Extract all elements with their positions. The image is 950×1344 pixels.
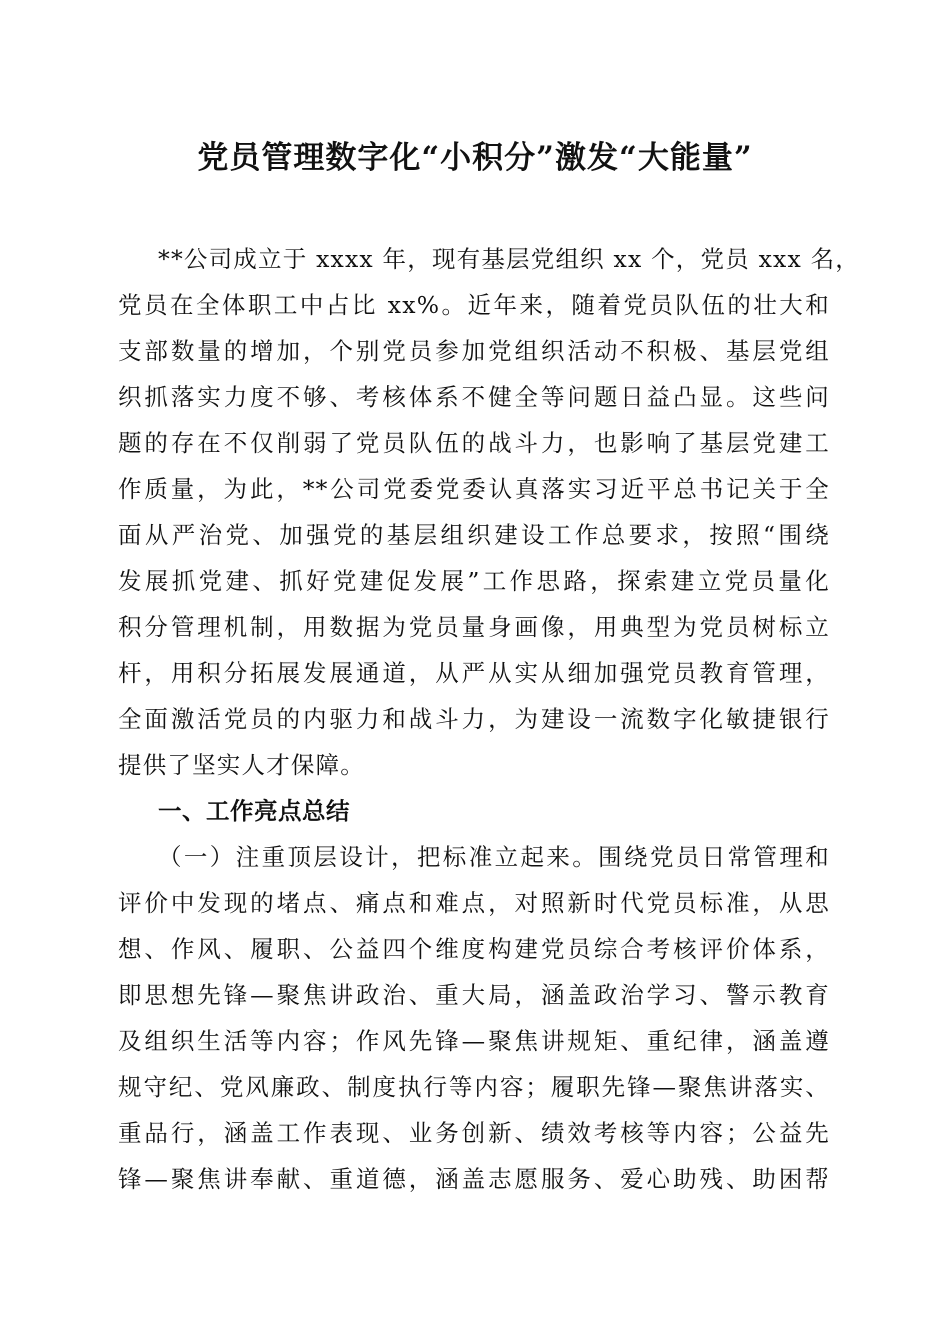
paragraph-line: 评价中发现的堵点、痛点和难点，对照新时代党员标准，从思 bbox=[118, 889, 830, 917]
paragraph-line: 面从严治党、加强党的基层组织建设工作总要求，按照“围绕 bbox=[118, 521, 830, 549]
paragraph-line: 积分管理机制，用数据为党员量身画像，用典型为党员树标立 bbox=[118, 613, 830, 641]
paragraph-line: 锋—聚焦讲奉献、重道德，涵盖志愿服务、爱心助残、助困帮 bbox=[118, 1165, 830, 1193]
paragraph-line: 杆，用积分拓展发展通道，从严从实从细加强党员教育管理， bbox=[118, 659, 830, 687]
paragraph-line: 提供了坚实人才保障。 bbox=[118, 751, 365, 779]
paragraph-line: 规守纪、党风廉政、制度执行等内容；履职先锋—聚焦讲落实、 bbox=[118, 1073, 830, 1101]
paragraph-line: 支部数量的增加，个别党员参加党组织活动不积极、基层党组 bbox=[118, 337, 830, 365]
paragraph-line: 作质量，为此，**公司党委党委认真落实习近平总书记关于全 bbox=[118, 475, 830, 503]
paragraph-line: 党员在全体职工中占比 xx%。近年来，随着党员队伍的壮大和 bbox=[118, 291, 830, 319]
document-body bbox=[118, 236, 860, 1202]
paragraph-line: 题的存在不仅削弱了党员队伍的战斗力，也影响了基层党建工 bbox=[118, 429, 830, 457]
paragraph-line: 及组织生活等内容；作风先锋—聚焦讲规矩、重纪律，涵盖遵 bbox=[118, 1027, 830, 1055]
paragraph-line: 想、作风、履职、公益四个维度构建党员综合考核评价体系， bbox=[118, 935, 830, 963]
document-title: 党员管理数字化“小积分”激发“大能量” bbox=[197, 140, 753, 176]
paragraph-line: 织抓落实力度不够、考核体系不健全等问题日益凸显。这些问 bbox=[118, 383, 830, 411]
paragraph-line: （一）注重顶层设计，把标准立起来。围绕党员日常管理和 bbox=[158, 843, 830, 871]
paragraph-line: 发展抓党建、抓好党建促发展”工作思路，探索建立党员量化 bbox=[118, 567, 830, 595]
section-heading: 一、工作亮点总结 bbox=[158, 797, 350, 825]
paragraph-line: 重品行，涵盖工作表现、业务创新、绩效考核等内容；公益先 bbox=[118, 1119, 830, 1147]
paragraph-line: **公司成立于 xxxx 年，现有基层党组织 xx 个，党员 xxx 名， bbox=[158, 245, 860, 273]
paragraph-line: 即思想先锋—聚焦讲政治、重大局，涵盖政治学习、警示教育 bbox=[118, 981, 830, 1009]
paragraph-line: 全面激活党员的内驱力和战斗力，为建设一流数字化敏捷银行 bbox=[118, 705, 830, 733]
